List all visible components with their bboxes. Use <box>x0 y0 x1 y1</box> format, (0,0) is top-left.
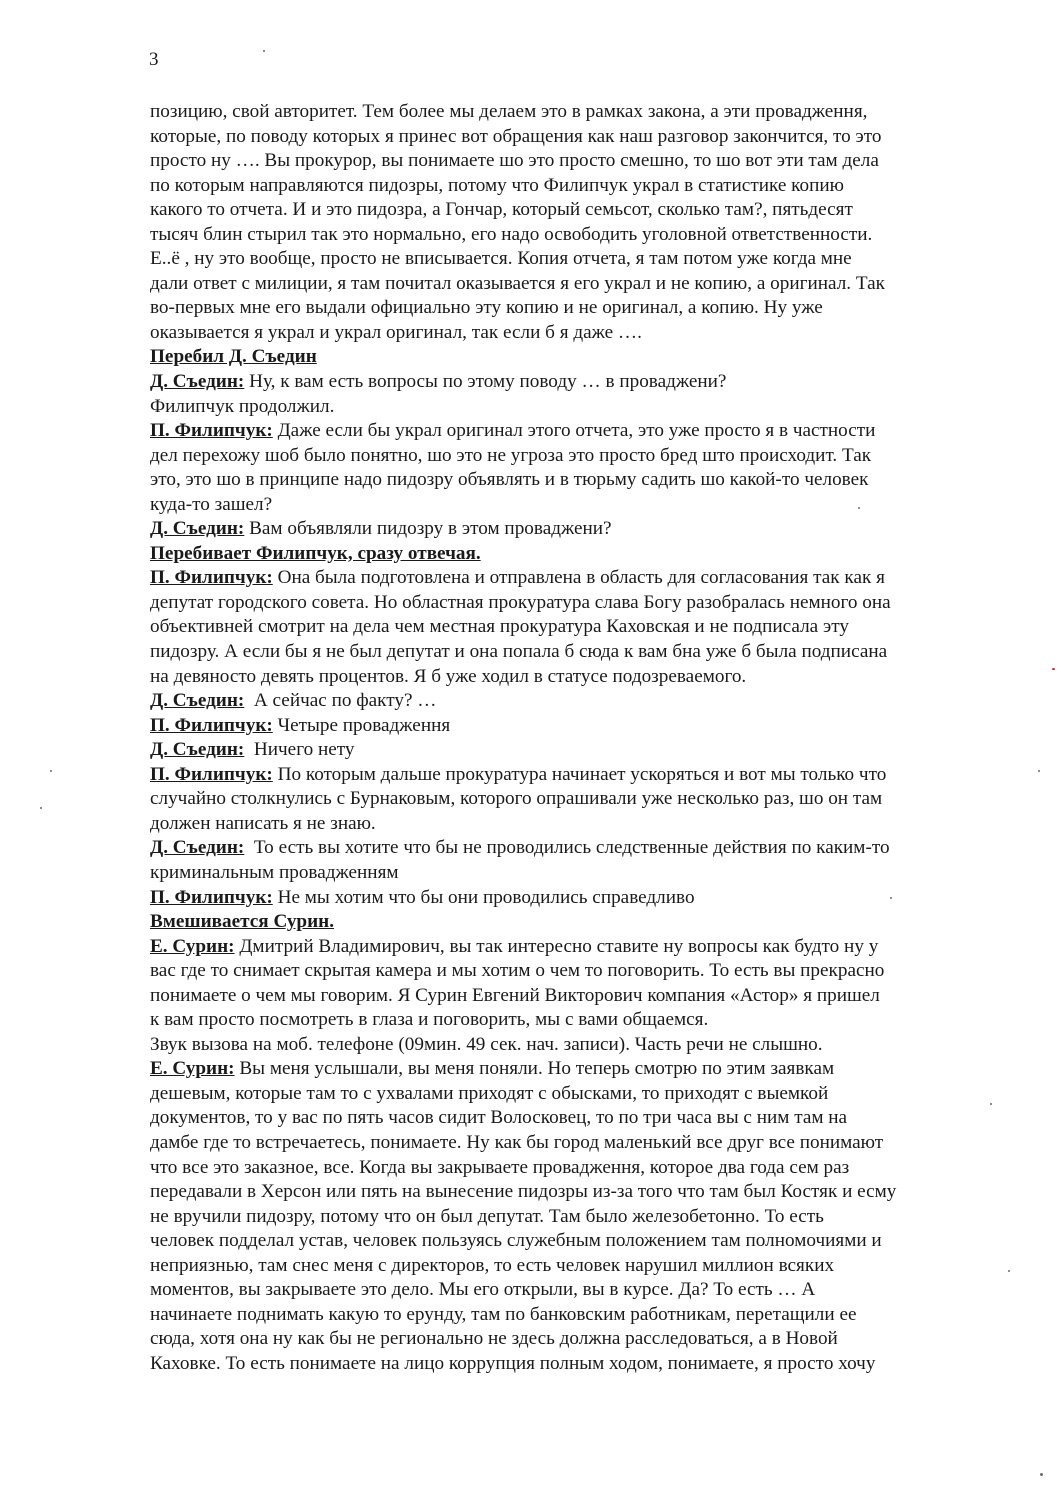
line-text: начинаете поднимать какую то ерунду, там по банковским работникам, перетащили ее <box>150 1303 857 1325</box>
transcript-line <box>150 395 990 420</box>
transcript-line <box>150 959 990 984</box>
line-text: То есть вы хотите что бы не проводились следственные действия по каким-то <box>244 837 890 859</box>
line-text: депутат городского совета. Но областная прокуратура слава Богу разобралась немного она <box>150 591 891 613</box>
transcript-line <box>150 566 990 591</box>
transcript-line <box>150 370 990 395</box>
line-text: Дмитрий Владимирович, вы так интересно ставите ну вопросы как будто ну у <box>234 935 879 957</box>
transcript-line <box>150 1033 990 1058</box>
transcript-line <box>150 247 990 272</box>
line-text: позицию, свой авторитет. Тем более мы делаем это в рамках закона, а эти провадження, <box>150 101 868 122</box>
line-text: не вручили пидозру, потому что он был депутат. Там было железобетонно. То есть <box>150 1205 824 1227</box>
line-text: дамбе где то встречаетесь, понимаете. Ну как бы город маленький все друг все понимают <box>150 1131 884 1153</box>
scan-speck <box>890 897 892 899</box>
scan-speck <box>990 1103 992 1105</box>
line-text: Она была подготовлена и отправлена в область для согласования так как я <box>272 567 885 589</box>
transcript-line <box>150 935 990 960</box>
line-text: куда-то зашел? <box>150 493 273 515</box>
heading-text: Перебивает Филипчук, сразу отвечая. <box>150 542 481 564</box>
line-text: Вам объявляли пидозру в этом проваджени? <box>244 518 612 540</box>
heading-text: Перебил Д. Съедин <box>150 346 317 368</box>
line-text: человек подделал устав, человек пользуясь служебным положением там полномочиями и <box>150 1230 882 1252</box>
transcript-line <box>150 321 990 346</box>
line-text: что все это заказное, все. Когда вы закрываете провадження, которое два года сем раз <box>150 1156 850 1178</box>
transcript-line <box>150 517 990 542</box>
transcript-line <box>150 493 990 518</box>
transcript-line <box>150 812 990 837</box>
section-heading <box>150 542 990 567</box>
line-text: криминальным провадженням <box>150 861 399 883</box>
transcript-line <box>150 1254 990 1279</box>
line-text: должен написать я не знаю. <box>150 812 376 834</box>
line-text: А сейчас по факту? … <box>244 690 437 712</box>
transcript-line <box>150 1082 990 1107</box>
line-text: к вам просто посмотреть в глаза и поговорить, мы с вами общаемся. <box>150 1009 709 1031</box>
transcript-line <box>150 763 990 788</box>
line-text: на девяносто девять процентов. Я б уже ходил в статусе подозреваемого. <box>150 665 747 687</box>
line-text: Не мы хотим что бы они проводились справедливо <box>272 886 695 908</box>
line-text: Филипчук продолжил. <box>150 395 335 417</box>
speaker-label: П. Филипчук: <box>150 886 273 908</box>
transcript-line <box>150 615 990 640</box>
speaker-label: Е. Сурин: <box>150 1058 235 1080</box>
line-text: объективней смотрит на дела чем местная прокуратура Каховская и не подписала эту <box>150 616 849 638</box>
line-text: Ну, к вам есть вопросы по этому поводу … в проваджени? <box>244 371 727 393</box>
transcript-line <box>150 1180 990 1205</box>
line-text: передавали в Херсон или пять на вынесение пидозры из-за того что там был Костяк и есму <box>150 1181 897 1203</box>
transcript-line <box>150 1229 990 1254</box>
transcript-line <box>150 272 990 297</box>
transcript-line <box>150 836 990 861</box>
line-text: Каховке. То есть понимаете на лицо коррупция полным ходом, понимаете, я просто хочу <box>150 1352 876 1374</box>
speaker-label: Д. Съедин: <box>150 518 245 540</box>
transcript-body <box>150 100 990 1376</box>
transcript-line <box>150 861 990 886</box>
transcript-line <box>150 1156 990 1181</box>
transcript-line <box>150 1106 990 1131</box>
transcript-line <box>150 125 990 150</box>
transcript-line <box>150 149 990 174</box>
transcript-line <box>150 738 990 763</box>
line-text: Звук вызова на моб. телефоне (09мин. 49 сек. нач. записи). Часть речи не слышно. <box>150 1033 823 1055</box>
line-text: документов, то у вас по пять часов сидит Волосковец, то по три часа вы с ним там на <box>150 1107 848 1129</box>
transcript-line <box>150 223 990 248</box>
line-text: во-первых мне его выдали официально эту копию и не оригинал, а копию. Ну уже <box>150 297 823 319</box>
line-text: понимаете о чем мы говорим. Я Сурин Евгений Викторович компания «Астор» я пришел <box>150 984 880 1006</box>
speaker-label: Д. Съедин: <box>150 837 245 859</box>
transcript-line <box>150 591 990 616</box>
transcript-line <box>150 1131 990 1156</box>
transcript-line <box>150 984 990 1009</box>
transcript-line <box>150 444 990 469</box>
speaker-label: П. Филипчук: <box>150 763 273 785</box>
line-text: неприязнью, там снес меня с директоров, то есть человек нарушил миллион всяких <box>150 1254 835 1276</box>
line-text: дали ответ с милиции, я там почитал оказывается я его украл и не копию, а оригинал. Так <box>150 272 885 294</box>
line-text: Е..ё , ну это вообще, просто не вписывается. Копия отчета, я там потом уже когда мне <box>150 248 852 270</box>
line-text: тысяч блин стырил так это нормально, его надо освободить уголовной ответственности. <box>150 223 873 245</box>
line-text: просто ну …. Вы прокурор, вы понимаете шо это просто смешно, то шо вот эти там дела <box>150 150 879 172</box>
transcript-line <box>150 689 990 714</box>
scan-speck <box>1038 770 1040 772</box>
speaker-label: Д. Съедин: <box>150 371 245 393</box>
line-text: какого то отчета. И и это пидозра, а Гончар, который семьсот, сколько там?, пятьдесят <box>150 199 853 221</box>
transcript-line <box>150 1352 990 1377</box>
line-text: это, это шо в принципе надо пидозру объявлять и в тюрьму садить шо какой-то человек <box>150 469 869 491</box>
section-heading <box>150 345 990 370</box>
line-text: которые, по поводу которых я принес вот обращения как наш разговор закончится, то это <box>150 125 882 147</box>
section-heading <box>150 910 990 935</box>
speaker-label: Д. Съедин: <box>150 739 245 761</box>
transcript-line <box>150 1205 990 1230</box>
scan-speck <box>40 807 42 809</box>
transcript-line <box>150 198 990 223</box>
transcript-line <box>150 1303 990 1328</box>
transcript-line <box>150 419 990 444</box>
scan-speck <box>50 770 52 772</box>
speaker-label: П. Филипчук: <box>150 714 273 736</box>
heading-text: Вмешивается Сурин. <box>150 911 335 933</box>
speaker-label: П. Филипчук: <box>150 567 273 589</box>
transcript-line <box>150 665 990 690</box>
line-text: по которым направляются пидозры, потому что Филипчук украл в статистике копию <box>150 174 844 196</box>
transcript-line <box>150 1057 990 1082</box>
line-text: сюда, хотя она ну как бы не регионально не здесь должна расследоваться, а в Новой <box>150 1328 838 1350</box>
transcript-line <box>150 1278 990 1303</box>
speaker-label: Д. Съедин: <box>150 690 245 712</box>
transcript-line <box>150 296 990 321</box>
transcript-line <box>150 1008 990 1033</box>
transcript-line <box>150 787 990 812</box>
transcript-line <box>150 100 990 125</box>
line-text: вас где то снимает скрытая камера и мы хотим о чем то поговорить. То есть вы прекрасно <box>150 960 885 982</box>
scan-speck <box>1008 1270 1010 1272</box>
scan-speck <box>1052 668 1055 670</box>
line-text: моментов, вы закрываете это дело. Мы его открыли, вы в курсе. Да? То есть … А <box>150 1279 816 1301</box>
transcript-line <box>150 468 990 493</box>
line-text: Даже если бы украл оригинал этого отчета, это уже просто я в частности <box>272 420 876 442</box>
transcript-line <box>150 174 990 199</box>
scan-speck <box>858 507 860 509</box>
line-text: дел перехожу шоб было понятно, шо это не угроза это просто бред што происходит. Так <box>150 444 872 466</box>
scan-speck <box>263 50 265 52</box>
line-text: Вы меня услышали, вы меня поняли. Но теперь смотрю по этим заявкам <box>234 1058 835 1080</box>
transcript-line <box>150 640 990 665</box>
line-text: случайно столкнулись с Бурнаковым, которого опрашивали уже несколько раз, шо он там <box>150 788 883 810</box>
transcript-line <box>150 1327 990 1352</box>
scan-speck <box>1040 1473 1043 1476</box>
line-text: оказывается я украл и украл оригинал, так если б я даже …. <box>150 321 642 343</box>
line-text: дешевым, которые там то с ухвалами приходят с обысками, то приходят с выемкой <box>150 1082 829 1104</box>
speaker-label: П. Филипчук: <box>150 420 273 442</box>
line-text: Ничего нету <box>244 739 355 761</box>
speaker-label: Е. Сурин: <box>150 935 235 957</box>
line-text: По которым дальше прокуратура начинает ускоряться и вот мы только что <box>272 763 887 785</box>
transcript-line <box>150 886 990 911</box>
transcript-line <box>150 714 990 739</box>
line-text: пидозру. А если бы я не был депутат и она попала б сюда к вам бна уже б была подписана <box>150 641 888 663</box>
page-number: 3 <box>149 49 159 70</box>
line-text: Четыре провадження <box>272 714 451 736</box>
